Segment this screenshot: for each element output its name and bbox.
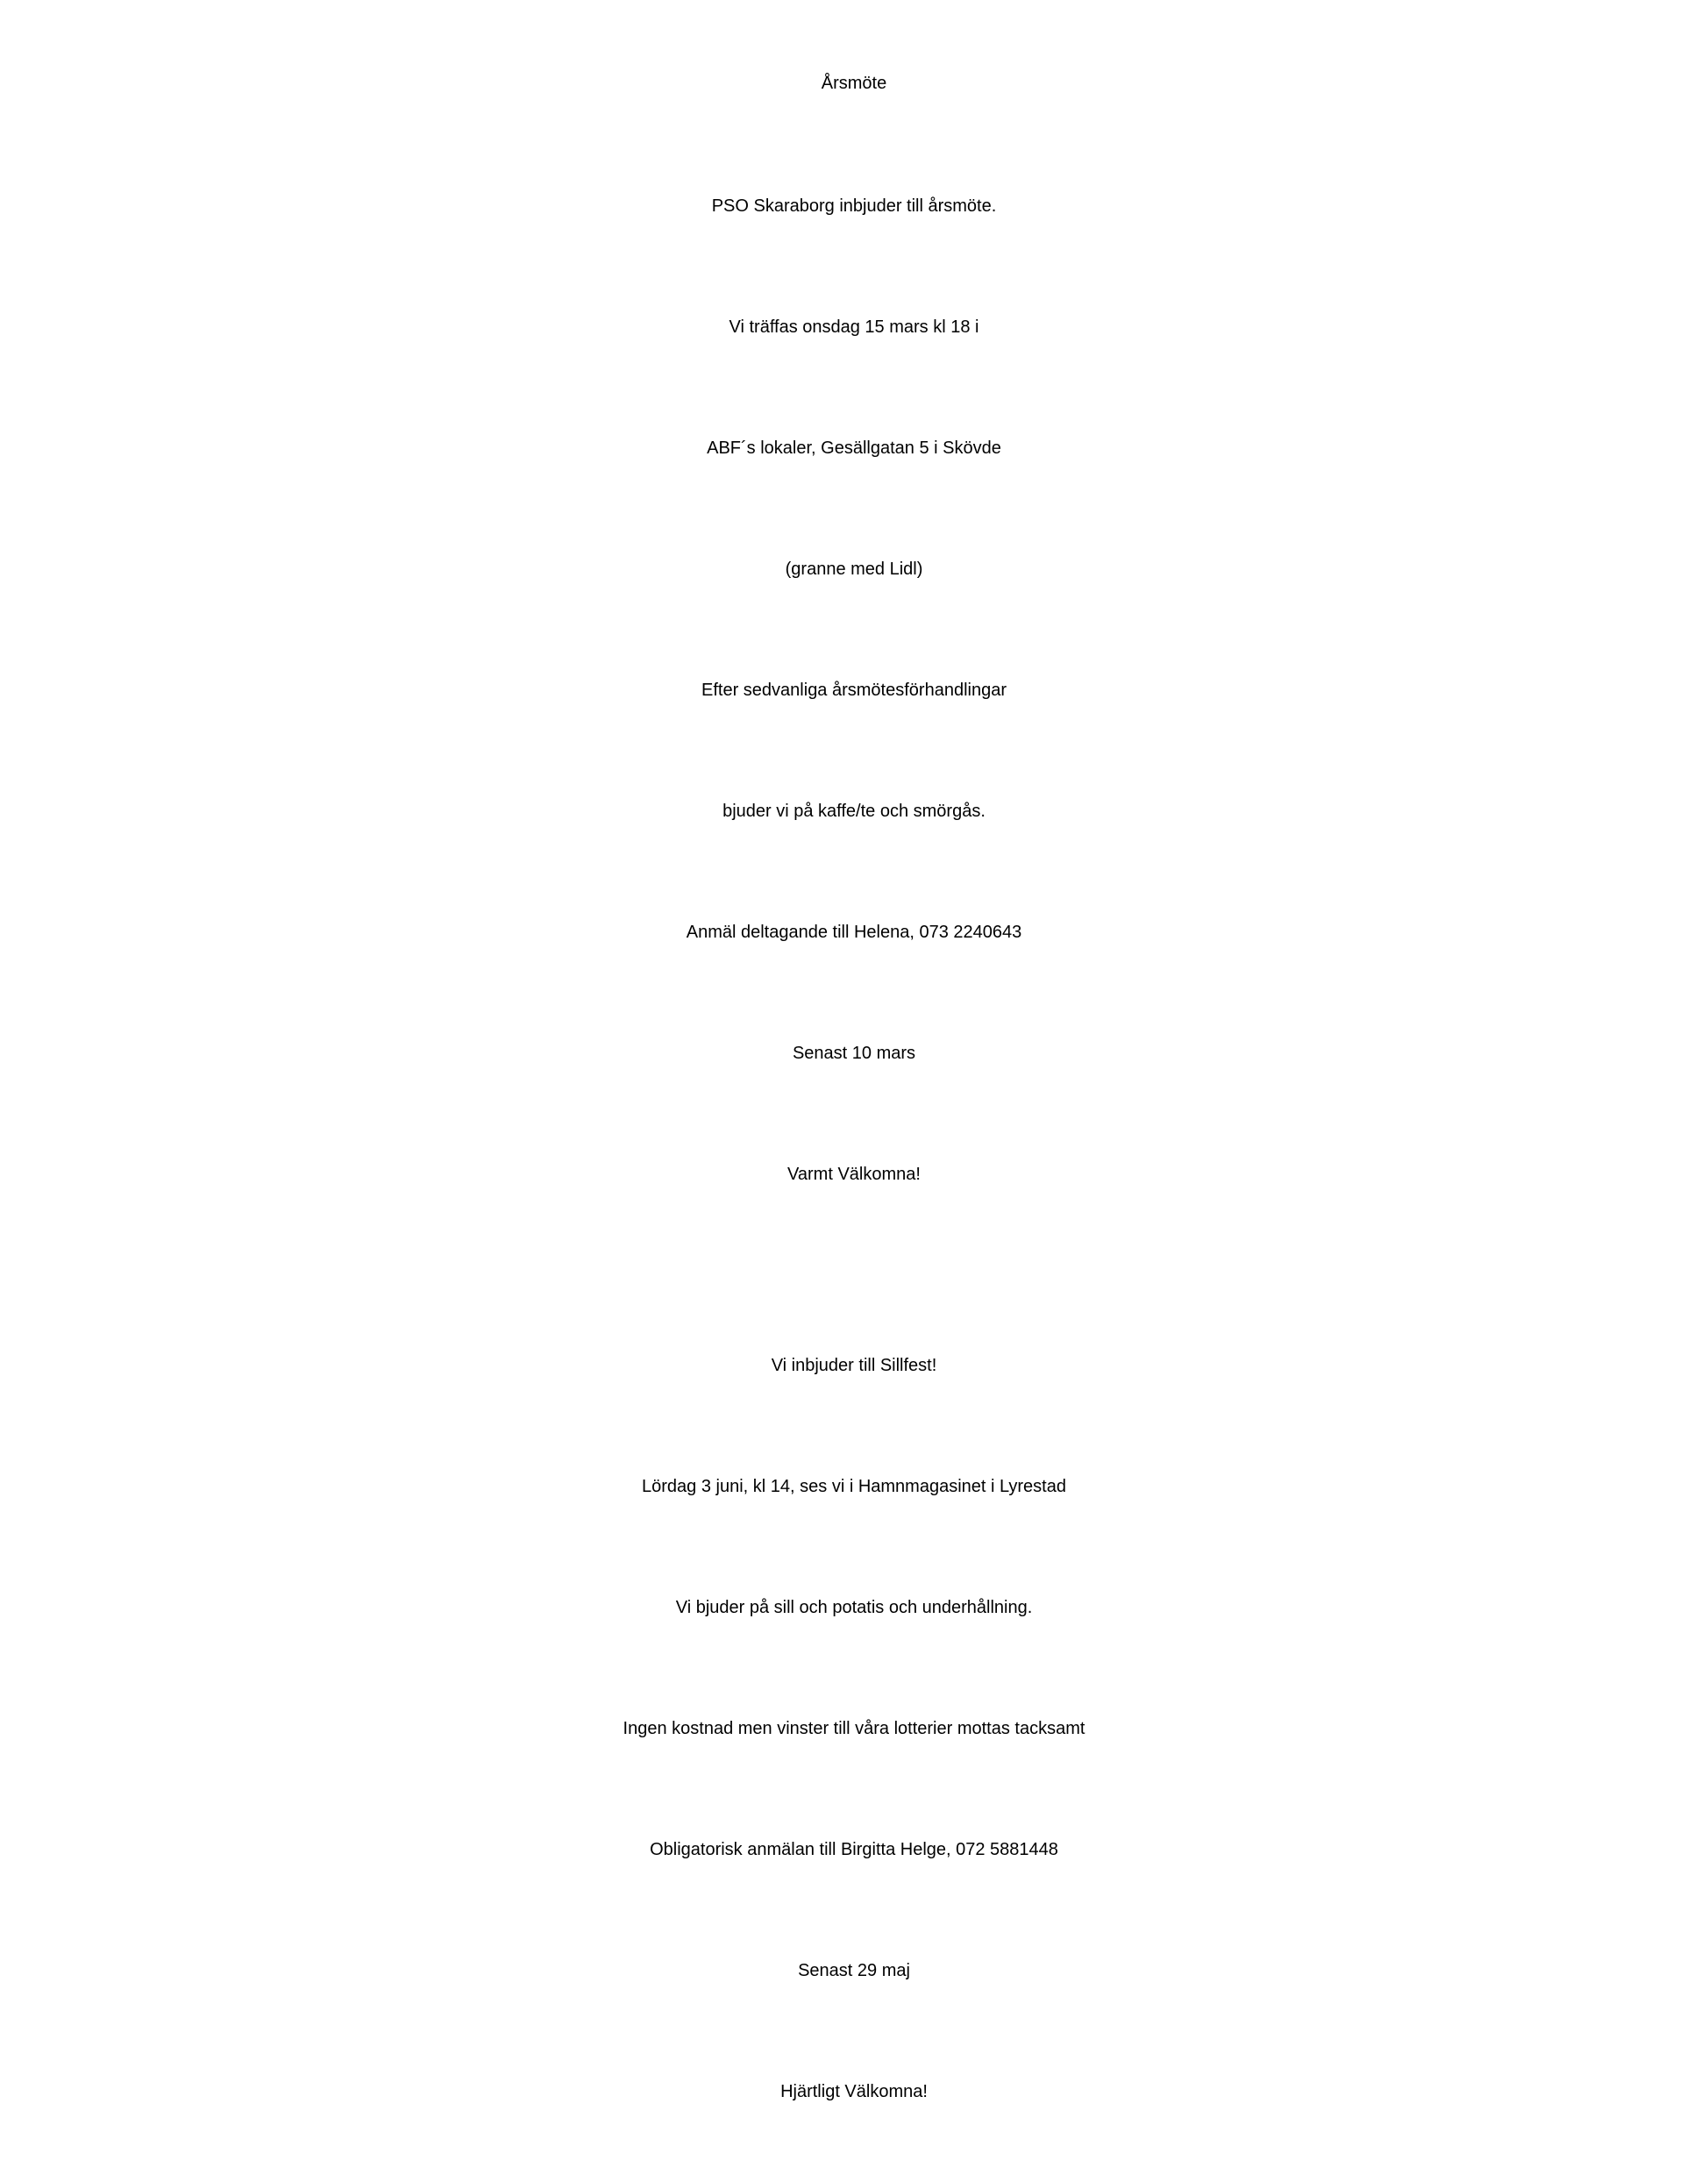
meeting-location-line: ABF´s lokaler, Gesällgatan 5 i Skövde <box>707 439 1001 458</box>
meeting-heading: Årsmöte <box>821 74 887 93</box>
party-cost-line: Ingen kostnad men vinster till våra lotterier mottas tacksamt <box>623 1719 1085 1738</box>
meeting-invitation-line: PSO Skaraborg inbjuder till årsmöte. <box>711 196 997 216</box>
meeting-welcome-line: Varmt Välkomna! <box>787 1165 921 1184</box>
meeting-agenda-line: Efter sedvanliga årsmötesförhandlingar <box>701 681 1007 700</box>
party-heading: Vi inbjuder till Sillfest! <box>771 1356 937 1375</box>
meeting-deadline-line: Senast 10 mars <box>792 1044 916 1063</box>
party-deadline-line: Senast 29 maj <box>798 1961 910 1980</box>
meeting-date-line: Vi träffas onsdag 15 mars kl 18 i <box>729 317 979 337</box>
meeting-refreshments-line: bjuder vi på kaffe/te och smörgås. <box>722 802 986 821</box>
party-registration-line: Obligatorisk anmälan till Birgitta Helge, 072 5881448 <box>650 1840 1058 1859</box>
party-food-line: Vi bjuder på sill och potatis och underhållning. <box>675 1598 1033 1617</box>
meeting-location-note: (granne med Lidl) <box>785 560 923 579</box>
party-welcome-line: Hjärtligt Välkomna! <box>780 2082 928 2101</box>
party-date-line: Lördag 3 juni, kl 14, ses vi i Hamnmagasinet i Lyrestad <box>642 1477 1066 1496</box>
meeting-registration-line: Anmäl deltagande till Helena, 073 2240643 <box>686 923 1022 942</box>
